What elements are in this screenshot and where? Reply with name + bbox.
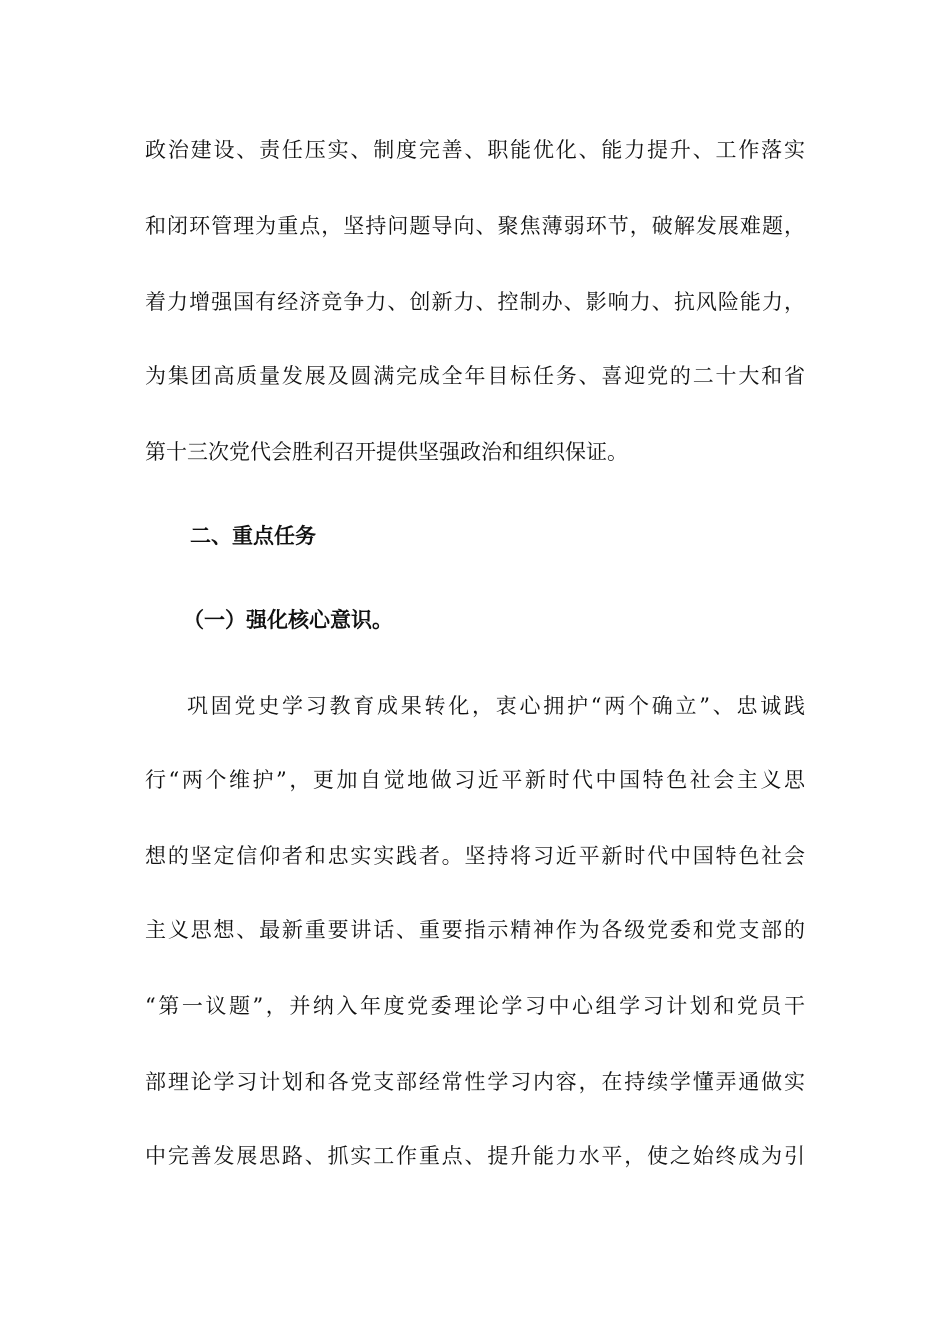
body-text-line-3: 着力增强国有经济竞争力、创新力、控制办、影响力、抗风险能力， bbox=[145, 290, 805, 314]
body-text-line-4: 为集团高质量发展及圆满完成全年目标任务、喜迎党的二十大和省 bbox=[145, 364, 805, 388]
body-text-line-2: 和闭环管理为重点，坚持问题导向、聚焦薄弱环节，破解发展难题， bbox=[145, 214, 805, 238]
subsection-heading-line bbox=[0, 600, 950, 640]
text-line bbox=[0, 1062, 950, 1102]
text-line bbox=[0, 282, 950, 322]
section-heading: 二、重点任务 bbox=[190, 523, 316, 548]
paragraph-line-2: 行“两个维护”，更加自觉地做习近平新时代中国特色社会主义思 bbox=[145, 768, 805, 792]
text-line bbox=[0, 910, 950, 950]
paragraph-line-4: 主义思想、最新重要讲话、重要指示精神作为各级党委和党支部的 bbox=[145, 918, 805, 942]
text-line bbox=[0, 356, 950, 396]
section-heading-line bbox=[0, 516, 950, 556]
paragraph-line-1: 巩固党史学习教育成果转化，衷心拥护“两个确立”、忠诚践 bbox=[187, 694, 805, 718]
subsection-heading: （一）强化核心意识。 bbox=[183, 607, 393, 632]
paragraph-line-5: “第一议题”，并纳入年度党委理论学习中心组学习计划和党员干 bbox=[145, 994, 805, 1018]
body-text-line-1: 政治建设、责任压实、制度完善、职能优化、能力提升、工作落实 bbox=[145, 138, 805, 162]
text-line bbox=[0, 686, 950, 726]
paragraph-line-7: 中完善发展思路、抓实工作重点、提升能力水平，使之始终成为引 bbox=[145, 1144, 805, 1168]
text-line bbox=[0, 206, 950, 246]
text-line bbox=[0, 432, 950, 472]
text-line bbox=[0, 1136, 950, 1176]
body-text-line-5: 第十三次党代会胜利召开提供坚强政治和组织保证。 bbox=[145, 440, 628, 464]
paragraph-line-3: 想的坚定信仰者和忠实实践者。坚持将习近平新时代中国特色社会 bbox=[145, 844, 805, 868]
text-line bbox=[0, 130, 950, 170]
paragraph-line-6: 部理论学习计划和各党支部经常性学习内容，在持续学懂弄通做实 bbox=[145, 1070, 805, 1094]
text-line bbox=[0, 836, 950, 876]
text-line bbox=[0, 760, 950, 800]
text-line bbox=[0, 986, 950, 1026]
